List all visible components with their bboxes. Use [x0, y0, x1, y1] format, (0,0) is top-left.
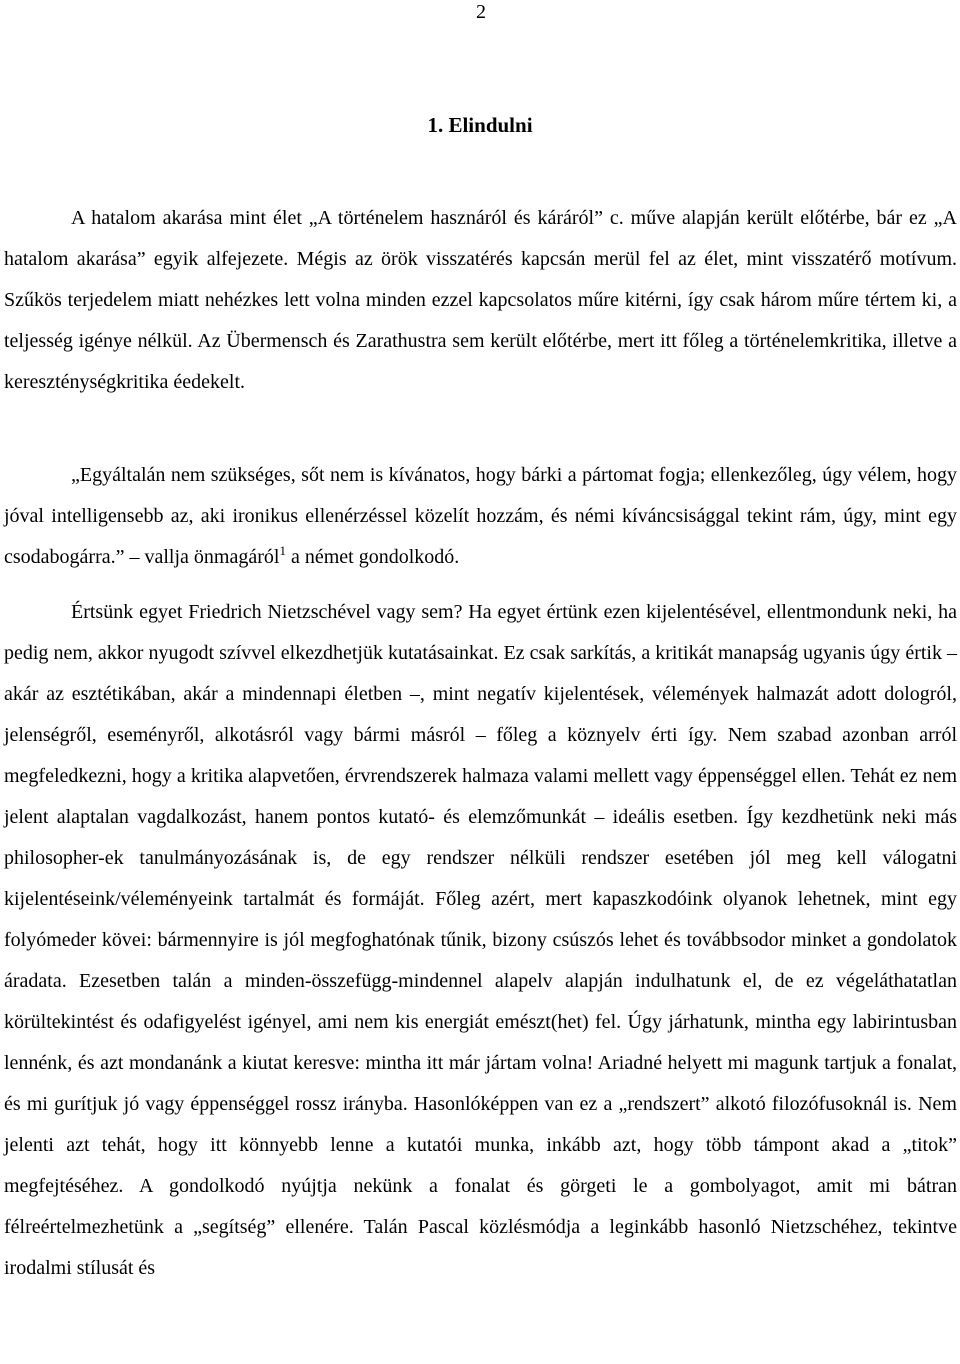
paragraph-quote	[4, 455, 957, 578]
chapter-title: 1. Elindulni	[427, 113, 533, 137]
paragraph-text: Értsünk egyet Friedrich Nietzschével vagy sem? Ha egyet értünk ezen kijelentésével, ellentmondunk neki, ha pedig nem, akkor nyugodt szívvel elkezdhetjük kutatásainkat. Ez csak sarkítás, a kritikát manapság ugyanis úgy értik – akár az esztétikában, akár a mindennapi életben –, mint negatív kijelentések, vélemények halmazát adott dologról, jelenségről, eseményről, alkotásról vagy bármi másról – főleg a köznyelv érti így. Nem szabad azonban arról megfeledkezni, hogy a kritika alapvetően, érvrendszerek halmaza valami mellett vagy éppenséggel ellen. Tehát ez nem jelent alaptalan vagdalkozást, hanem pontos kutató- és elemzőmunkát – ideális esetben. Így kezdhetünk neki más philosopher-ek tanulmányozásának is, de egy rendszer nélküli rendszer esetében jól meg kell válogatni kijelentéseink/véleményeink tartalmát és formáját. Főleg azért, mert kapaszkodóink olyanok lehetnek, mint egy folyómeder kövei: bármennyire is jól megfoghatónak tűnik, bizony csúszós lehet és továbbsodor minket a gondolatok áradata. Ezesetben talán a minden-összefügg-mindennel alapelv alapján indulhatunk el, de ez végeláthatatlan körültekintést és odafigyelést igényel, ami nem kis energiát emészt(het) fel. Úgy járhatunk, mintha egy labirintusban lennénk, és azt mondanánk a kiutat keresve: mintha itt már jártam volna! Ariadné helyett mi magunk tartjuk a fonalat, és mi gurítjuk jó vagy éppenséggel rossz irányba. Hasonlóképpen van ez a „rendszert” alkotó filozófusoknál is. Nem jelenti azt tehát, hogy itt könnyebb lenne a kutatói munka, inkább azt, hogy több támpont akad a „titok” megfejtéséhez. A gondolkodó nyújtja nekünk a fonalat és görgeti le a gombolyagot, amit mi bátran félreértelmezhetünk a „segítség” ellenére. Talán Pascal közlésmódja a leginkább hasonló Nietzschéhez, tekintve irodalmi stílusát és	[4, 601, 957, 1279]
page-number: 2	[476, 1, 486, 23]
paragraph-intro	[4, 198, 957, 403]
quote-paragraph	[4, 455, 957, 578]
quote-text: „Egyáltalán nem szükséges, sőt nem is kívánatos, hogy bárki a pártomat fogja; ellenkezőleg, úgy vélem, hogy jóval intelligensebb az, aki ironikus ellenérzéssel közelít hozzám, és némi kíváncsisággal tekint rám, úgy, mint egy csodabogárra.” – vallja önmagáról	[4, 464, 957, 568]
quote-attribution: a német gondolkodó.	[285, 546, 460, 568]
paragraph-text: A hatalom akarása mint élet „A történelem hasznáról és káráról” c. műve alapján került előtérbe, bár ez „A hatalom akarása” egyik alfejezete. Mégis az örök visszatérés kapcsán merül fel az élet, mint visszatérő motívum. Szűkös terjedelem miatt nehézkes lett volna minden ezzel kapcsolatos műre kitérni, így csak három műre tértem ki, a teljesség igénye nélkül. Az Übermensch és Zarathustra sem került előtérbe, mert itt főleg a történelemkritika, illetve a kereszténységkritika éedekelt.	[4, 207, 957, 393]
paragraph-critique	[4, 592, 957, 1289]
footnote-reference[interactable]: 1	[279, 543, 286, 558]
